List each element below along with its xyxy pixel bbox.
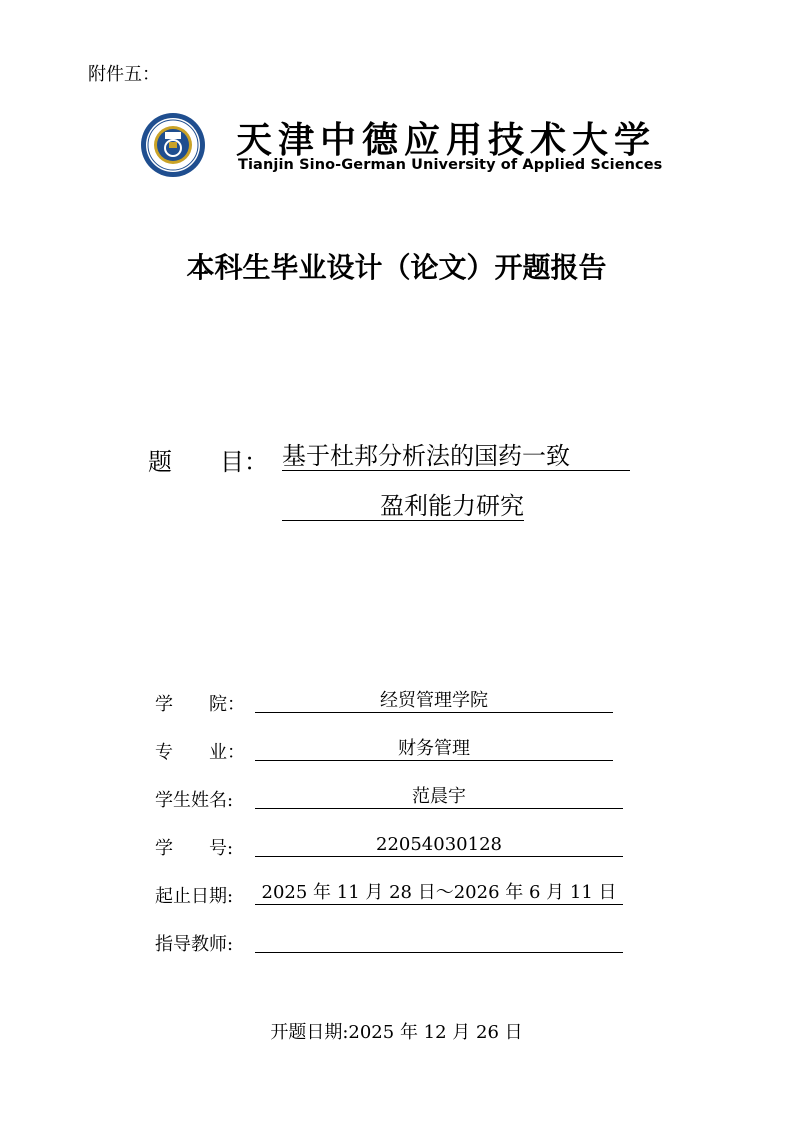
topic-label-char2: 目： — [220, 448, 268, 476]
field-value: 2025 年 11 月 28 日～2026 年 6 月 11 日 — [255, 882, 623, 905]
university-name-en: Tianjin Sino-German University of Applied Sciences — [238, 157, 663, 173]
topic-line-1: 基于杜邦分析法的国药一致 — [282, 442, 630, 471]
field-label: 指导教师: — [155, 934, 234, 955]
topic-label-char1: 题 — [148, 448, 172, 476]
university-name-cn: 天津中德应用技术大学 — [236, 119, 657, 161]
field-value — [255, 930, 623, 953]
topic-label — [148, 442, 268, 477]
field-label: 学生姓名: — [155, 790, 234, 811]
field-label: 学 号: — [155, 838, 234, 859]
university-header — [140, 110, 663, 180]
topic-line-2: 盈利能力研究 — [282, 492, 524, 521]
field-label: 起止日期: — [155, 886, 234, 907]
report-title: 本科生毕业设计（论文）开题报告 — [186, 251, 607, 284]
field-value: 22054030128 — [255, 834, 623, 857]
university-seal-icon — [140, 112, 206, 178]
field-value: 经贸管理学院 — [255, 690, 613, 713]
attachment-label: 附件五： — [88, 64, 160, 85]
field-label: 学 院： — [155, 694, 245, 715]
open-date: 开题日期:2025 年 12 月 26 日 — [270, 1022, 523, 1043]
field-value: 范晨宇 — [255, 786, 623, 809]
field-label: 专 业： — [155, 742, 245, 763]
field-value: 财务管理 — [255, 738, 613, 761]
